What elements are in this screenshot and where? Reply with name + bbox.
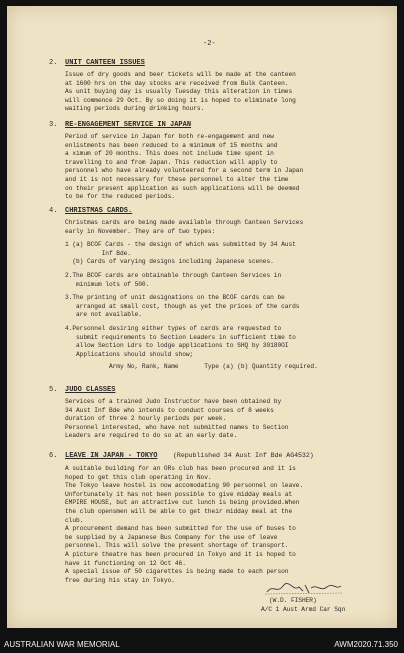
body-line: minimum lots of 500.	[65, 280, 150, 288]
body-line: As unit buying day is usually Tuesday this alteration in times	[65, 88, 293, 96]
page-number: -2-	[203, 40, 216, 48]
body-line: travelling to and from Japan. This reduction will apply to	[65, 158, 278, 166]
body-line: waiting periods during drinking hours.	[65, 105, 205, 113]
body-line: club.	[65, 516, 84, 524]
body-line: Army No, Rank, Name Type (a) (b) Quantity required.	[65, 363, 318, 371]
body-line: be supplied by a Japanese Bus Company for the use of leave	[65, 533, 278, 541]
body-line: the club opensmen will be able to get their midday meal at the	[65, 508, 293, 515]
section-6-title-suffix: (Republished 34 Aust Inf Bde AG4532)	[173, 452, 314, 459]
signatory-name: (W.D. FISHER)	[269, 597, 317, 604]
footer-accession-number: AWM2020.71.350	[334, 640, 398, 649]
body-line: at 1600 hrs on the day stocks are received from Bulk Canteen.	[65, 79, 289, 87]
body-line: A suitable building for an ORs club has been procured and it is	[65, 465, 296, 472]
body-line: personnel. This will solve the present shortage of transport.	[65, 542, 289, 550]
section-6-number: 6.	[49, 452, 58, 460]
body-line: submit requirements to Section Leaders in sufficient time to	[65, 333, 296, 341]
body-line: have it functioning on 12 Oct 46.	[65, 559, 186, 567]
body-line: a ximum of 20 months. This does not include time spent in	[65, 150, 274, 158]
body-line: The Tokyo leave hostel is now accomodating 90 personnel on leave.	[65, 482, 304, 490]
body-line: arranged at small cost, though as yet the prices of the cards	[65, 302, 300, 310]
document-page	[7, 6, 397, 628]
archive-footer	[0, 630, 404, 653]
section-5-title: JUDO CLASSES	[65, 386, 116, 394]
body-line: EMPIRE HOUSE, but an attractive cut lunch is being provided.When	[65, 499, 300, 507]
section-2-title: UNIT CANTEEN ISSUES	[65, 59, 145, 67]
section-4-title: CHRISTMAS CARDS.	[65, 207, 133, 215]
body-line: 4.Personnel desiring either types of cards are requested to	[65, 325, 282, 332]
body-line: 2.The BCOF cards are obtainable through Canteen Services in	[65, 272, 282, 279]
body-line: Period of service in Japan for both re-engagement and new	[65, 133, 274, 140]
body-line: Leaders are required to do so at an early date.	[65, 432, 238, 440]
body-line: 34 Aust Inf Bde who intends to conduct courses of 8 weeks	[65, 406, 274, 414]
body-line: to be for the reduced periods.	[65, 193, 175, 201]
body-line: Unfortunately it has not been possible to give midday meals at	[65, 490, 293, 498]
body-line: Christmas cards are being made available through Canteen Services	[65, 219, 304, 226]
body-line: Issue of dry goods and beer tickets will be made at the canteen	[65, 71, 296, 78]
section-3-number: 3.	[49, 121, 58, 129]
body-line: and it is not necessary for these personnel to alter the time	[65, 176, 289, 183]
section-3-title: RE-ENGAGEMENT SERVICE IN JAPAN	[65, 121, 192, 129]
body-line: duration of three 2 hourly periods per week.	[65, 415, 227, 423]
signatory-rank: A/C 1 Aust Armd Car Sqn	[261, 606, 346, 613]
body-line: enlistments has been reduced to a minimum of 15 months and	[65, 141, 278, 149]
body-line: A special issue of 50 cigarettes is being made to each person	[65, 568, 289, 576]
section-6-title: LEAVE IN JAPAN - TOKYO	[65, 452, 158, 460]
body-line: early in November. They are of two types:	[65, 227, 216, 235]
body-line: Personnel interested, who have not submitted names to Section	[65, 423, 289, 431]
handwritten-signature	[265, 582, 345, 596]
body-line: hoped to get this club operating in Nov.	[65, 473, 212, 481]
body-line: allow Section Ldrs to lodge applications to SHQ by 30180OI	[65, 342, 289, 350]
body-line: 1 (a) BCOF Cards - the design of which was submitted by 34 Aust	[65, 241, 296, 249]
body-line: free during his stay in Tokyo.	[65, 576, 175, 584]
section-2-number: 2.	[49, 59, 58, 67]
body-line: A picture theatre has been procured in Tokyo and it is hoped to	[65, 551, 296, 558]
body-line: Applications should should show;	[65, 350, 194, 358]
body-line: personnel who have already volunteered for a second term in Japan	[65, 167, 304, 175]
section-4-number: 4.	[49, 207, 58, 215]
body-line: 3.The printing of unit designations on the BCOF cards can be	[65, 294, 285, 302]
footer-institution: AUSTRALIAN WAR MEMORIAL	[4, 640, 120, 649]
body-line: Services of a trained Judo Instructor have been obtained by	[65, 398, 282, 405]
body-line: Inf Bde.	[65, 249, 131, 257]
body-line: on their present application as such applications will be deemed	[65, 184, 300, 192]
body-line: (b) Cards of varying designs including Japanese scenes.	[65, 258, 274, 266]
body-line: are not available.	[65, 311, 142, 319]
body-line: A procurement demand has been submitted for the use of buses to	[65, 525, 296, 533]
body-line: will commence 29 Oct. By so doing it is hoped to eliminate long	[65, 96, 296, 104]
section-5-number: 5.	[49, 386, 58, 394]
